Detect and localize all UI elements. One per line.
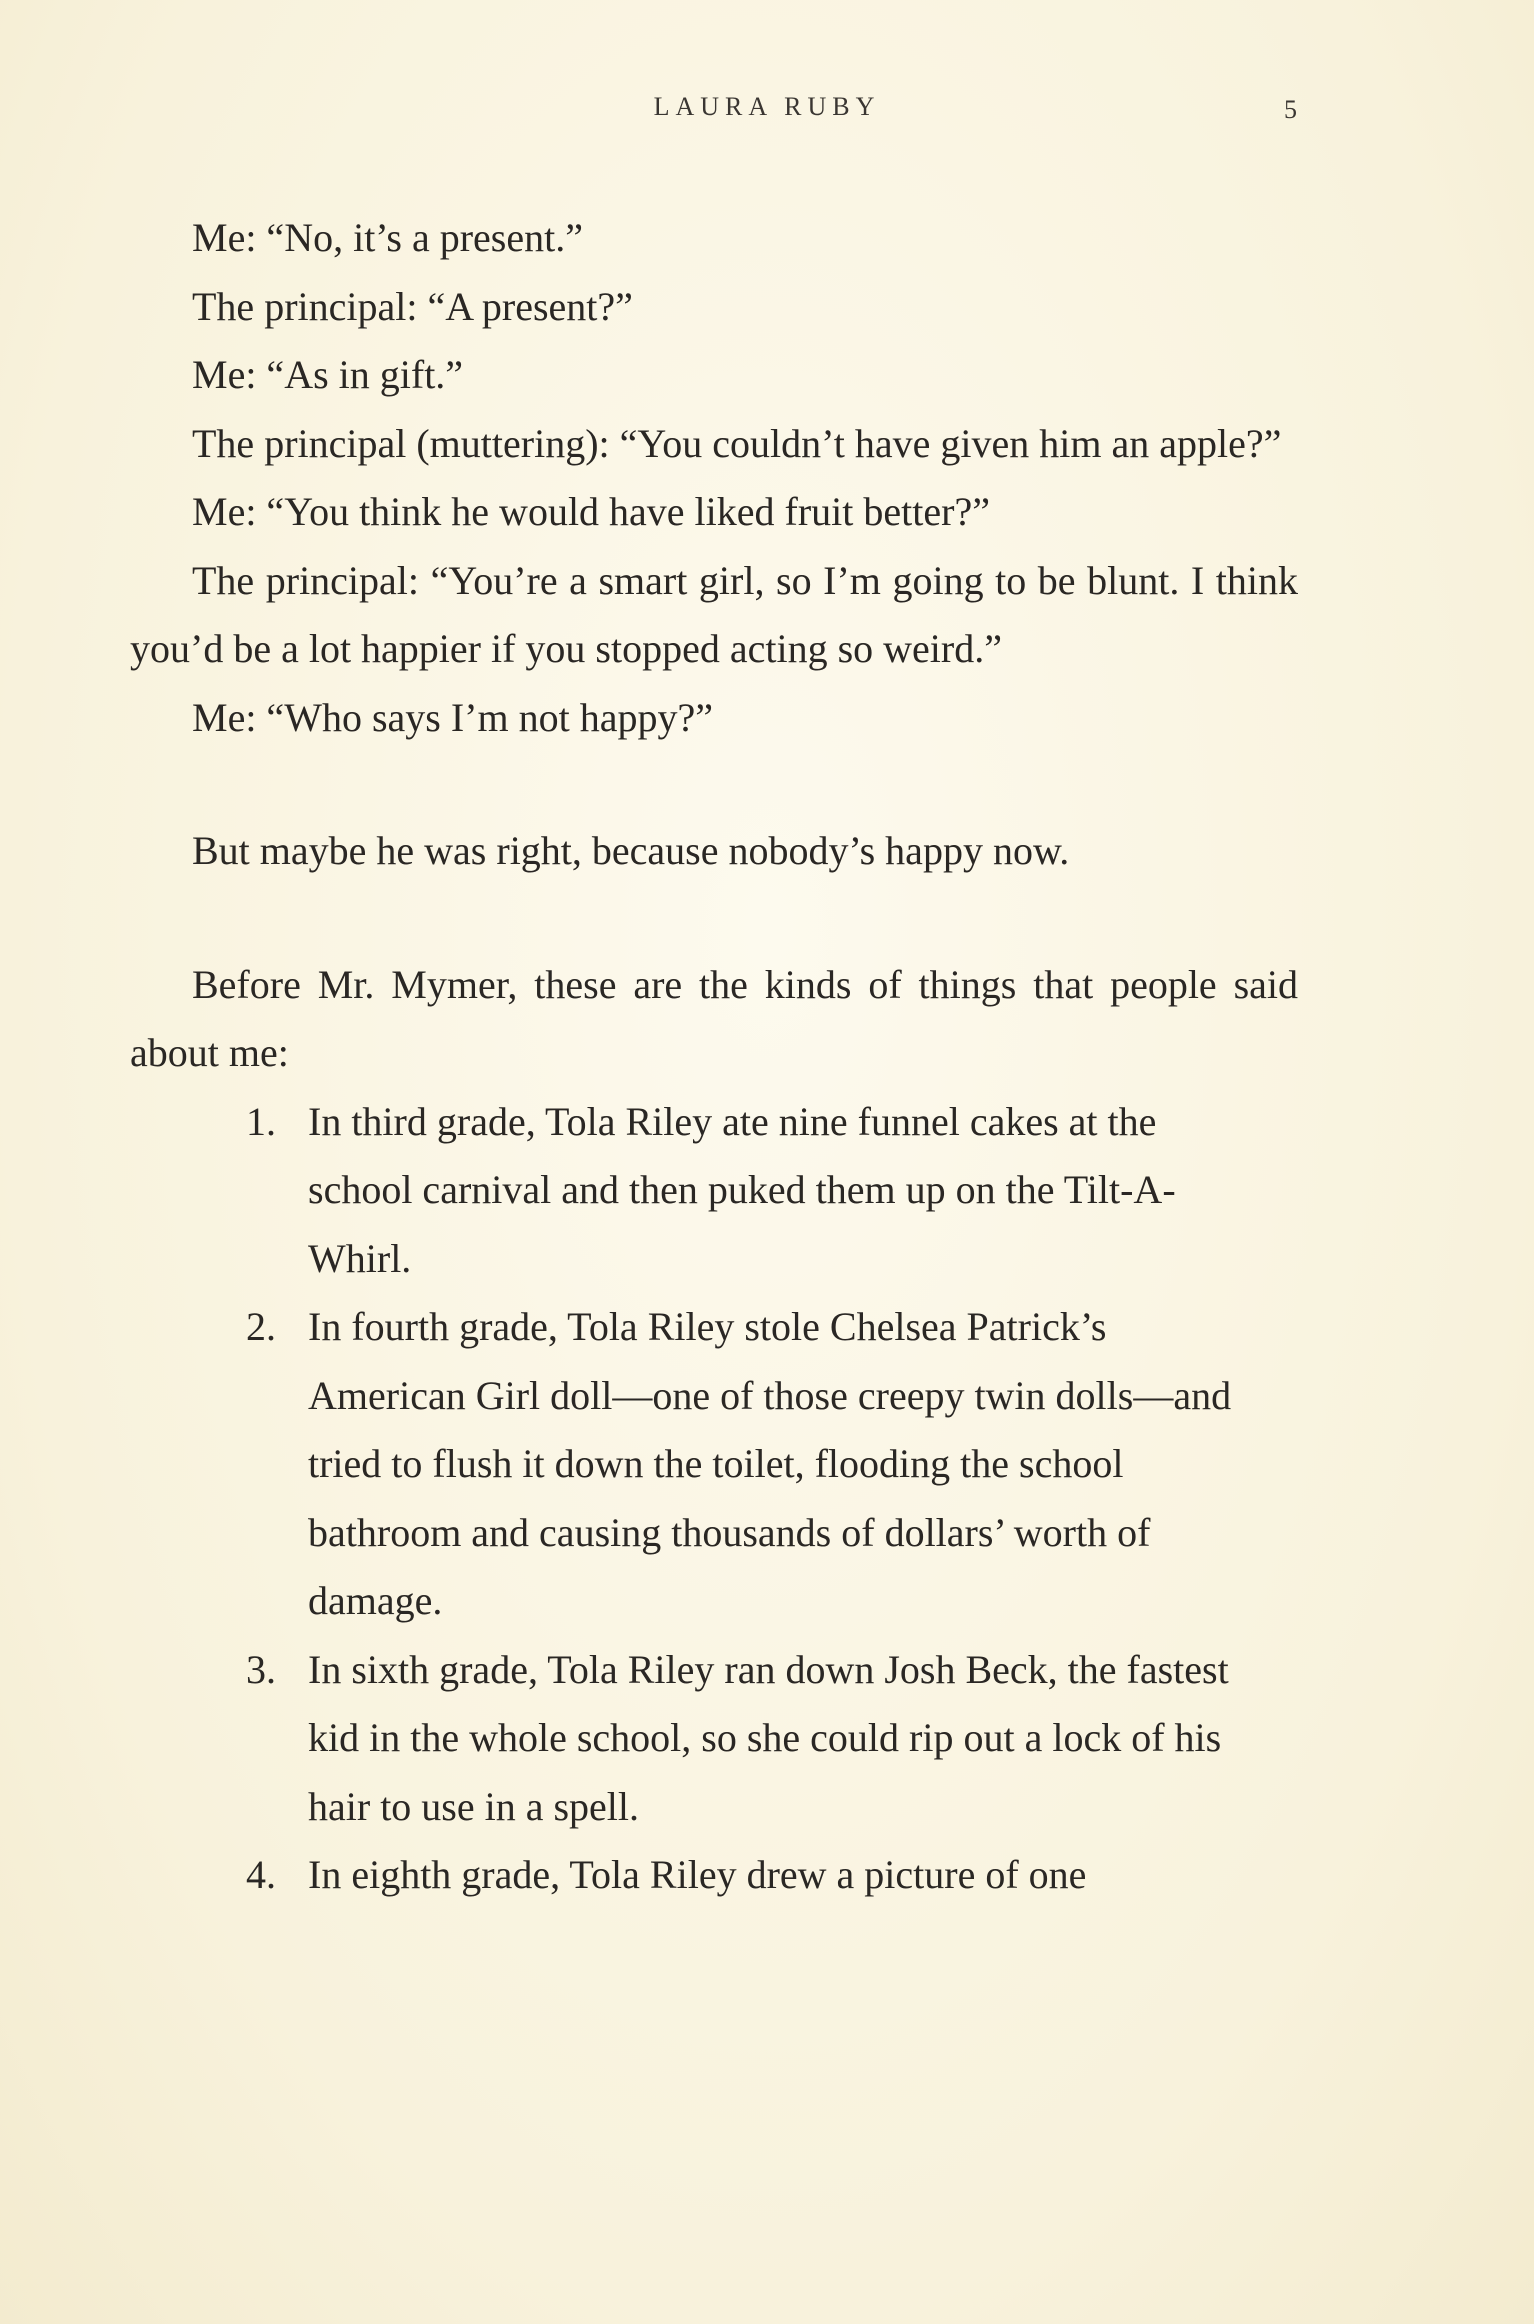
list-item-text: In eighth grade, Tola Riley drew a picture of one [308,1852,1087,1897]
list-item-text: In fourth grade, Tola Riley stole Chelsea Patrick’s American Girl doll—one of those creepy twin dolls—and tried to flush it down the toilet, flooding the school bathroom and causing thousands of dollars’ worth of damage. [308,1304,1232,1623]
dialogue-line: Me: “No, it’s a present.” [192,215,583,260]
dialogue-line: The principal: “You’re a smart girl, so I’m going to be blunt. I think you’d be a lot happier if you stopped acting so weird.” [130,557,1298,671]
list-item-number: 1. [246,1098,276,1144]
list-item-number: 3. [246,1646,276,1692]
dialogue-line: Me: “Who says I’m not happy?” [192,694,713,740]
list-item-number: 2. [246,1304,276,1349]
dialogue-line: The principal: “A present?” [192,283,633,329]
list-item [130,1636,1298,1842]
dialogue-line: Me: “As in gift.” [192,352,464,397]
list-item-text: In sixth grade, Tola Riley ran down Josh Beck, the fastest kid in the whole school, so she could rip out a lock of his hair to use in a spell. [308,1646,1229,1829]
list-item-text: In third grade, Tola Riley ate nine funnel cakes at the school carnival and then puked them up on the Tilt-A-Whirl. [308,1098,1176,1281]
narration-paragraph: But maybe he was right, because nobody’s happy now. [192,828,1070,873]
list-intro-paragraph: Before Mr. Mymer, these are the kinds of things that people said about me: [130,961,1298,1075]
section-break [130,886,1298,951]
dialogue-line: Me: “You think he would have liked fruit better?” [192,489,990,534]
numbered-list [130,1088,1298,1910]
list-item [130,1293,1298,1636]
list-item [130,1088,1298,1294]
page-number: 5 [1284,95,1297,124]
running-head: LAURA RUBY [653,92,881,121]
page-body [130,204,1298,1910]
list-item-number: 4. [246,1852,276,1897]
list-item [130,1841,1298,1910]
dialogue-line: The principal (muttering): “You couldn’t have given him an apple?” [192,420,1282,466]
section-break [130,752,1298,817]
